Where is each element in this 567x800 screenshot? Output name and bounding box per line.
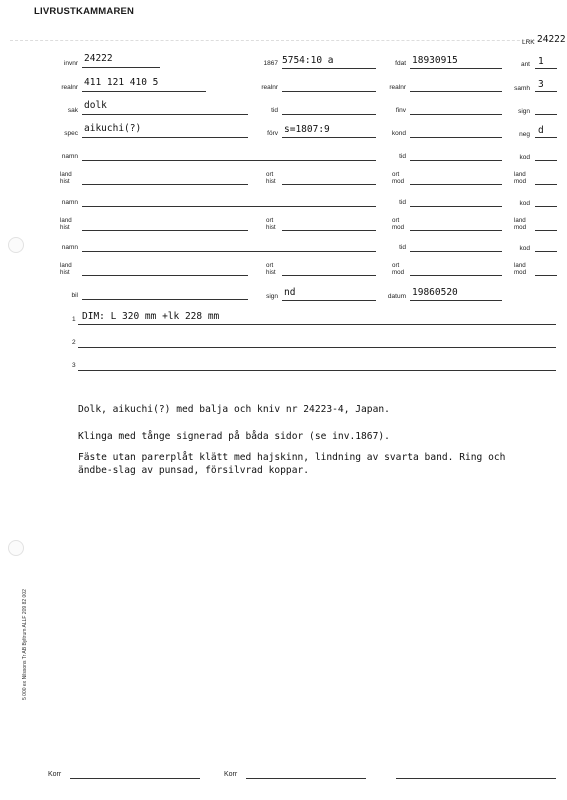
korr-label: Korr bbox=[48, 771, 62, 778]
namn-line bbox=[82, 251, 376, 252]
ort-mod-label: ort mod bbox=[392, 171, 405, 185]
invnr-value: 24222 bbox=[84, 53, 113, 64]
sign-label: sign bbox=[266, 293, 278, 300]
land-hist-label: land hist bbox=[60, 217, 72, 231]
sign-value: nd bbox=[284, 287, 296, 298]
realnr-label: realnr bbox=[61, 84, 78, 91]
land-mod-line bbox=[535, 275, 557, 276]
datum-line bbox=[410, 300, 502, 301]
neg-label: neg bbox=[519, 131, 530, 138]
finv-line bbox=[410, 114, 502, 115]
ort-hist-line bbox=[282, 230, 376, 231]
datum-value: 19860520 bbox=[412, 287, 458, 298]
namn-line bbox=[82, 206, 376, 207]
tid-line bbox=[410, 160, 502, 161]
land-mod-label: land mod bbox=[514, 262, 527, 276]
neg-value: d bbox=[538, 125, 544, 136]
forv-line bbox=[282, 137, 376, 138]
ort-hist-label: ort hist bbox=[266, 171, 276, 185]
land-hist-line bbox=[82, 230, 248, 231]
fdat-label: fdat bbox=[395, 60, 406, 67]
land-mod-label: land mod bbox=[514, 217, 527, 231]
land-mod-label: land mod bbox=[514, 171, 527, 185]
fdat-value: 18930915 bbox=[412, 55, 458, 66]
binder-hole bbox=[8, 237, 24, 253]
dim-line-2 bbox=[78, 347, 556, 348]
dim-line-number: 2 bbox=[72, 339, 76, 346]
land-hist-label: land hist bbox=[60, 171, 72, 185]
bil-line bbox=[82, 299, 248, 300]
tid-label: tid bbox=[399, 244, 406, 251]
kod-line bbox=[535, 251, 557, 252]
sign-line bbox=[282, 300, 376, 301]
dim-line-1 bbox=[78, 324, 556, 325]
tid-label: tid bbox=[399, 153, 406, 160]
bil-label: bil bbox=[71, 292, 78, 299]
ort-mod-line bbox=[410, 230, 502, 231]
dim-line-3 bbox=[78, 370, 556, 371]
invnr-label: invnr bbox=[63, 60, 78, 67]
ort-hist-label: ort hist bbox=[266, 262, 276, 276]
ort-mod-label: ort mod bbox=[392, 217, 405, 231]
kod-label: kod bbox=[519, 200, 530, 207]
realnr2-line bbox=[282, 91, 376, 92]
samh-value: 3 bbox=[538, 79, 544, 90]
land-hist-line bbox=[82, 184, 248, 185]
realnr2-label: realnr bbox=[261, 84, 278, 91]
dim-value: DIM: L 320 mm +lk 228 mm bbox=[82, 311, 220, 322]
institution-title: LIVRUSTKAMMAREN bbox=[34, 6, 135, 17]
namn-label: namn bbox=[61, 244, 78, 251]
spec-value: aikuchi(?) bbox=[84, 123, 142, 134]
land-hist-label: land hist bbox=[60, 262, 72, 276]
sign-label: sign bbox=[518, 108, 530, 115]
sak-label: sak bbox=[67, 107, 78, 114]
samh-label: samh bbox=[514, 85, 530, 92]
y1867-line bbox=[282, 68, 376, 69]
korr-line bbox=[70, 778, 200, 779]
tid-line bbox=[282, 114, 376, 115]
korr-line bbox=[246, 778, 366, 779]
sign-line bbox=[535, 114, 557, 115]
binder-hole bbox=[8, 540, 24, 556]
namn-label: namn bbox=[61, 153, 78, 160]
realnr-line bbox=[82, 91, 206, 92]
tid-label: tid bbox=[399, 199, 406, 206]
sak-line bbox=[82, 114, 248, 115]
dim-line-number: 3 bbox=[72, 362, 76, 369]
tid-line bbox=[410, 251, 502, 252]
kond-line bbox=[410, 137, 502, 138]
finv-label: finv bbox=[395, 107, 406, 114]
ort-mod-line bbox=[410, 184, 502, 185]
neg-line bbox=[535, 137, 557, 138]
tid-label: tid bbox=[271, 107, 278, 114]
realnr-value: 411 121 410 5 bbox=[84, 77, 159, 88]
samh-line bbox=[535, 91, 557, 92]
tid-line bbox=[410, 206, 502, 207]
kod-line bbox=[535, 160, 557, 161]
ant-value: 1 bbox=[538, 56, 544, 67]
kod-line bbox=[535, 206, 557, 207]
forv-value: s=1807:9 bbox=[284, 124, 330, 135]
realnr3-line bbox=[410, 91, 502, 92]
ort-hist-label: ort hist bbox=[266, 217, 276, 231]
ort-hist-line bbox=[282, 275, 376, 276]
land-mod-line bbox=[535, 184, 557, 185]
spec-line bbox=[82, 137, 248, 138]
ort-mod-label: ort mod bbox=[392, 262, 405, 276]
ort-hist-line bbox=[282, 184, 376, 185]
land-mod-line bbox=[535, 230, 557, 231]
dim-line-number: 1 bbox=[72, 316, 76, 323]
forv-label: förv bbox=[267, 130, 278, 137]
spec-label: spec bbox=[64, 130, 78, 137]
note-paragraph: Dolk, aikuchi(?) med balja och kniv nr 24223-4, Japan. bbox=[78, 404, 390, 415]
ant-line bbox=[535, 68, 557, 69]
fdat-line bbox=[410, 68, 502, 69]
printer-imprint: 5 000 ex Nilssons Tr AB Byltrum ALLF 209 82 002 bbox=[22, 589, 28, 700]
invnr-line bbox=[82, 67, 160, 68]
kod-label: kod bbox=[519, 154, 530, 161]
kod-label: kod bbox=[519, 245, 530, 252]
footer-line bbox=[396, 778, 556, 779]
namn-line bbox=[82, 160, 376, 161]
kond-label: kond bbox=[391, 130, 406, 137]
sak-value: dolk bbox=[84, 100, 107, 111]
ant-label: ant bbox=[520, 61, 530, 68]
lrk-label: LRK bbox=[522, 39, 535, 46]
land-hist-line bbox=[82, 275, 248, 276]
y1867-value: 5754:10 a bbox=[282, 55, 334, 66]
realnr3-label: realnr bbox=[389, 84, 406, 91]
lrk-value: 24222 bbox=[537, 34, 566, 45]
ort-mod-line bbox=[410, 275, 502, 276]
y1867-label: 1867 bbox=[263, 60, 278, 67]
datum-label: datum bbox=[387, 293, 406, 300]
namn-label: namn bbox=[61, 199, 78, 206]
header-divider bbox=[10, 40, 550, 41]
korr-label: Korr bbox=[224, 771, 238, 778]
note-paragraph: Klinga med tånge signerad på båda sidor (se inv.1867). bbox=[78, 431, 390, 442]
note-paragraph: Fäste utan parerplåt klätt med hajskinn, lindning av svarta band. Ring och ändbe-slag av punsad, försilvrad koppar. bbox=[78, 452, 506, 476]
